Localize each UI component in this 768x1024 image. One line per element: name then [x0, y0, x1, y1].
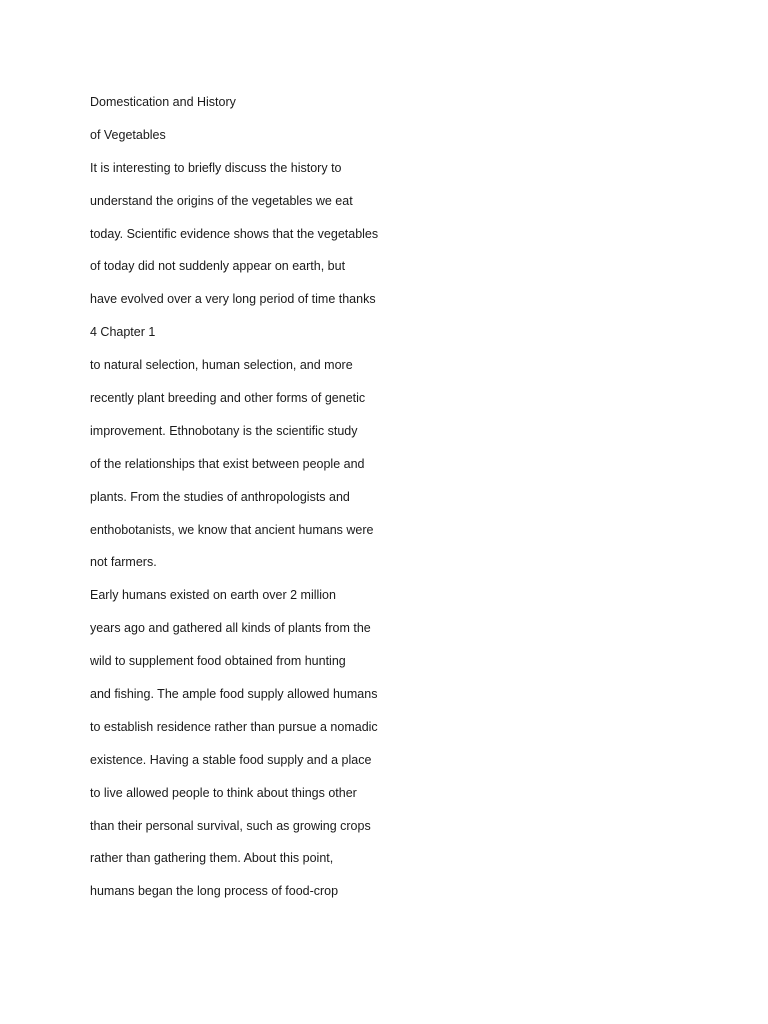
text-line: to natural selection, human selection, and more — [90, 358, 353, 373]
title-line-1: Domestication and History — [90, 95, 236, 109]
text-line: than their personal survival, such as growing crops — [90, 818, 371, 833]
text-line: of today did not suddenly appear on earth, but — [90, 259, 346, 274]
text-line: It is interesting to briefly discuss the history to — [90, 160, 342, 175]
text-line: humans began the long process of food-crop — [90, 884, 339, 899]
page-chapter-marker: 4 Chapter 1 — [90, 325, 156, 340]
text-line: to live allowed people to think about things other — [90, 785, 357, 800]
text-line: to establish residence rather than pursue a nomadic — [90, 719, 378, 734]
document-text — [90, 86, 430, 908]
text-line: have evolved over a very long period of time thanks — [90, 292, 376, 307]
text-line: not farmers. — [90, 555, 157, 570]
text-line: enthobotanists, we know that ancient humans were — [90, 522, 374, 537]
text-line: plants. From the studies of anthropologists and — [90, 489, 350, 504]
text-line: wild to supplement food obtained from hunting — [90, 654, 346, 669]
text-line: years ago and gathered all kinds of plants from the — [90, 621, 371, 636]
text-line: and fishing. The ample food supply allowed humans — [90, 687, 378, 702]
text-line: understand the origins of the vegetables we eat — [90, 193, 353, 208]
text-line: Early humans existed on earth over 2 million — [90, 588, 336, 603]
text-line: improvement. Ethnobotany is the scientific study — [90, 423, 358, 438]
text-line: rather than gathering them. About this point, — [90, 851, 334, 866]
text-line: today. Scientific evidence shows that the vegetables — [90, 226, 379, 241]
text-line: of the relationships that exist between people and — [90, 456, 365, 471]
text-line: existence. Having a stable food supply and a place — [90, 752, 372, 767]
text-line: recently plant breeding and other forms of genetic — [90, 391, 366, 406]
title-line-2: of Vegetables — [90, 127, 166, 142]
